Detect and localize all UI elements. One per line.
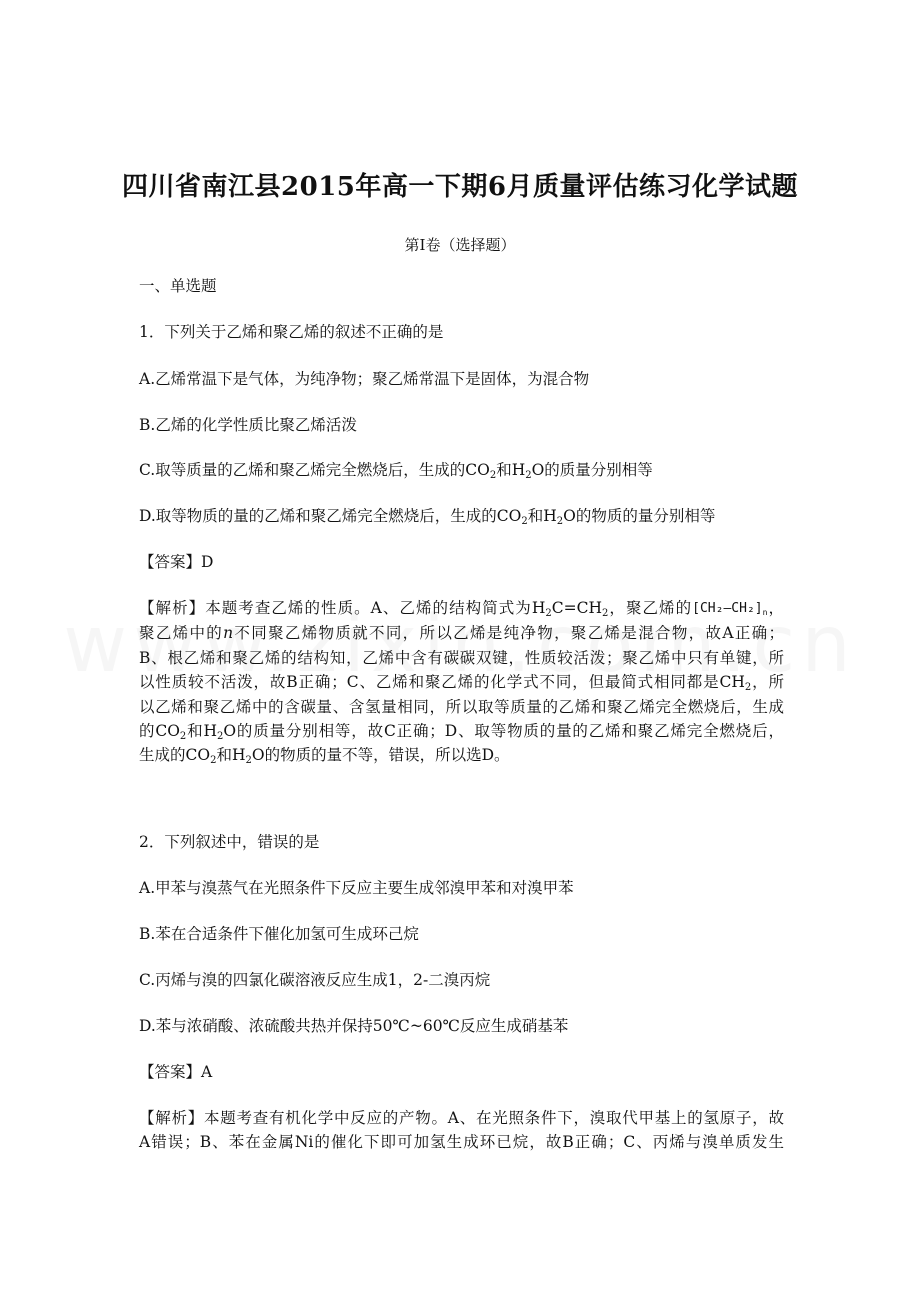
q1-analysis-line-7: 生成的$CO_2$和$H_2O$的物质的量不等，错误，所以选D。	[139, 746, 510, 767]
q1-answer: 【答案】D	[139, 553, 214, 571]
q1-option-b: B.乙烯的化学性质比聚乙烯活泼	[139, 416, 357, 434]
subscript: 2	[521, 516, 528, 527]
q1-analysis-line-5: 以乙烯和聚乙烯中的含碳量、含氢量相同，所以取等质量的乙烯和聚乙烯完全燃烧后，生成	[139, 697, 784, 716]
q1-analysis-line-6: 的$CO_2$和$H_2O$的质量分别相等，故C正确；D、取等物质的量的乙烯和聚乙烯完全燃烧后，	[139, 722, 784, 743]
page-title: 四川省南江县2015年高一下期6月质量评估练习化学试题	[122, 172, 798, 202]
q1-option-c-part3: O的质量分别相等	[531, 461, 653, 479]
q1-option-c-part2: 和H	[496, 461, 526, 479]
q1-analysis-line-3: B、根乙烯和聚乙烯的结构知，乙烯中含有碳碳双键，性质较活泼；聚乙烯中只有单键，所	[139, 648, 784, 667]
q1-option-c-part1: C.取等质量的乙烯和聚乙烯完全燃烧后，生成的CO	[139, 461, 490, 479]
q1-analysis	[139, 596, 784, 768]
subscript: 2	[556, 516, 564, 527]
q1-analysis-line-4: 以性质较不活泼，故B正确；C、乙烯和聚乙烯的化学式不同，但最简式相同都是$CH_2$，所	[139, 673, 784, 694]
q2-answer: 【答案】A	[139, 1063, 213, 1081]
q1-stem: 1．下列关于乙烯和聚乙烯的叙述不正确的是	[139, 323, 444, 341]
q2-stem: 2．下列叙述中，错误的是	[139, 833, 320, 851]
q1-option-d-part1: D.取等物质的量的乙烯和聚乙烯完全燃烧后，生成的CO	[139, 507, 522, 525]
q1-option-d	[139, 506, 715, 526]
q2-option-c: C.丙烯与溴的四氯化碳溶液反应生成1，2-二溴丙烷	[139, 971, 491, 989]
q2-analysis-line-1: 【解析】本题考查有机化学中反应的产物。A、在光照条件下，溴取代甲基上的氢原子，故	[139, 1109, 784, 1127]
q2-option-d: D.苯与浓硝酸、浓硫酸共热并保持50℃~60℃反应生成硝基苯	[139, 1017, 569, 1035]
subscript: 2	[489, 470, 497, 481]
polyethylene-formula: $[CH_2—CH_2]_n$	[692, 601, 768, 617]
q1-option-c	[139, 460, 653, 480]
subscript: 2	[525, 470, 532, 481]
q2-analysis	[139, 1106, 784, 1155]
section-type-heading: 一、单选题	[139, 277, 217, 295]
section-part-heading: 第I卷（选择题）	[404, 236, 516, 254]
q1-option-d-part3: O的物质的量分别相等	[563, 507, 716, 525]
q1-option-d-part2: 和H	[527, 507, 557, 525]
q2-option-a: A.甲苯与溴蒸气在光照条件下反应主要生成邻溴甲苯和对溴甲苯	[139, 879, 574, 897]
q2-analysis-line-2: A错误；B、苯在金属Ni的催化下即可加氢生成环已烷，故B正确；C、丙烯与溴单质发生	[139, 1133, 784, 1152]
q2-option-b: B.苯在合适条件下催化加氢可生成环己烷	[139, 925, 419, 943]
q1-analysis-line-1: 【解析】本题考查乙烯的性质。A、乙烯的结构简式为$H_2C=CH_2$，聚乙烯的$[CH_2—CH_2]_n$，	[139, 596, 784, 621]
q1-option-a: A.乙烯常温下是气体，为纯净物；聚乙烯常温下是固体，为混合物	[139, 370, 590, 388]
q1-analysis-line-2: 聚乙烯中的n不同聚乙烯物质就不同，所以乙烯是纯净物，聚乙烯是混合物，故A正确；	[139, 624, 784, 643]
